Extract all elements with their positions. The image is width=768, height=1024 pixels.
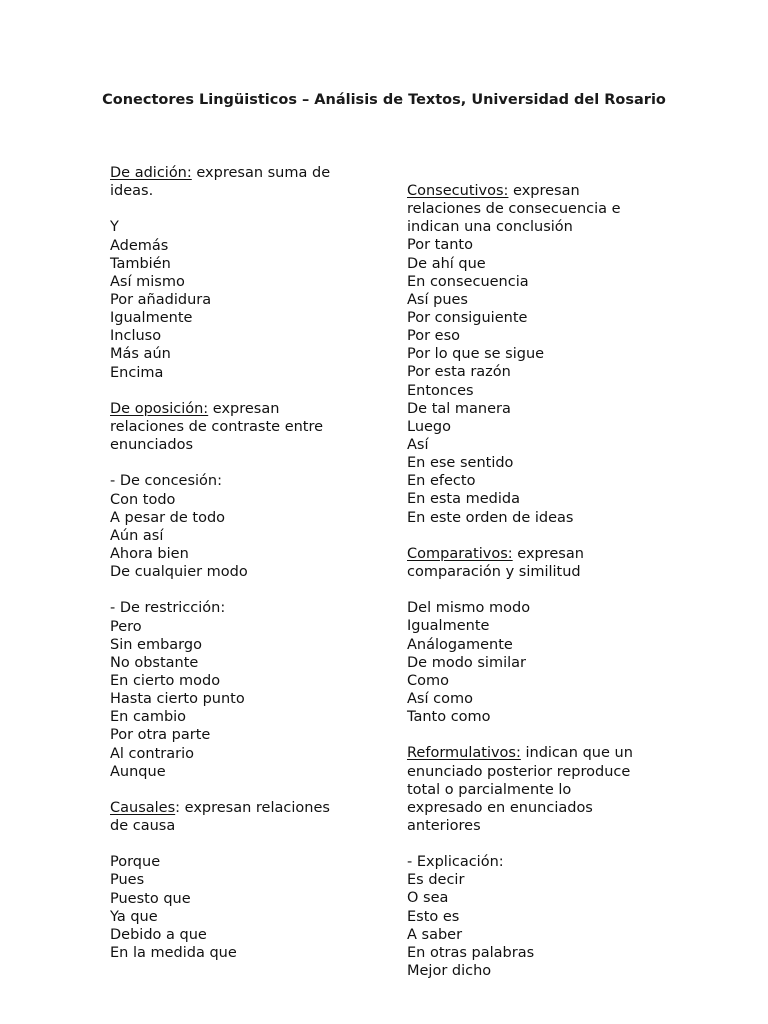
connector-item: Así pues [407, 291, 468, 308]
section-causales-heading [110, 799, 370, 817]
connector-item: Por tanto [407, 237, 473, 254]
connector-item: Por esta razón [407, 364, 511, 381]
section-description: expresan suma de [191, 165, 331, 181]
connector-item: Debido a que [110, 926, 207, 943]
connector-item: En cambio [110, 709, 187, 726]
connector-item: No obstante [110, 654, 199, 671]
section-description-line: anteriores [407, 817, 481, 834]
connector-item: Al contrario [110, 745, 194, 762]
connector-item: Ya que [110, 908, 158, 925]
connector-item: De modo similar [407, 654, 526, 671]
connector-item: Por consiguiente [407, 309, 528, 326]
connector-item: Sin embargo [110, 636, 202, 653]
connector-item: En la medida que [110, 945, 237, 962]
connector-item: De tal manera [407, 400, 511, 417]
section-description-line: total o parcialmente lo [407, 781, 572, 798]
connector-item: Encima [110, 364, 164, 381]
connector-item: En este orden de ideas [407, 509, 574, 526]
connector-item: Esto es [407, 908, 460, 925]
connector-item: Por lo que se sigue [407, 346, 545, 363]
section-description-line: expresado en enunciados [407, 799, 593, 816]
connector-item: Es decir [407, 872, 465, 889]
section-description-line: enunciados [110, 437, 194, 454]
connector-item: Como [407, 672, 449, 689]
section-oposicion-heading [110, 400, 370, 418]
section-description-line: de causa [110, 818, 176, 835]
connector-item: Así mismo [110, 273, 185, 290]
connector-item: De cualquier modo [110, 564, 248, 581]
section-description-line: ideas. [110, 183, 154, 200]
section-description: indican que un [520, 745, 633, 762]
connector-item: En esta medida [407, 491, 520, 508]
connector-item: Además [110, 237, 169, 254]
section-description-line: relaciones de consecuencia e [407, 201, 621, 218]
connector-item: Por añadidura [110, 291, 212, 308]
connector-item: Hasta cierto punto [110, 691, 245, 708]
connector-item: Análogamente [407, 636, 513, 653]
section-adicion-heading [110, 164, 370, 182]
connector-item: A saber [407, 926, 463, 943]
section-heading: Causales [110, 799, 176, 816]
connector-item: En cierto modo [110, 672, 221, 689]
connector-item: En otras palabras [407, 944, 535, 961]
connector-item: Más aún [110, 346, 171, 363]
section-reformulativos-heading [407, 744, 667, 762]
section-description: : expresan relaciones [175, 799, 330, 816]
connector-item: También [110, 255, 171, 272]
section-heading: De adición: [110, 165, 192, 181]
connector-item: Con todo [110, 491, 176, 508]
connector-item: De ahí que [407, 255, 486, 272]
section-description: expresan [512, 545, 584, 562]
left-column [110, 164, 370, 962]
subsection-label: - Explicación: [407, 854, 504, 871]
connector-item: Aún así [110, 527, 164, 544]
section-description: expresan [208, 400, 280, 417]
section-heading: Comparativos: [407, 545, 513, 562]
connector-item: Del mismo modo [407, 600, 531, 617]
section-description-line: relaciones de contraste entre [110, 418, 324, 435]
connector-item: En consecuencia [407, 273, 529, 290]
connector-item: Así como [407, 690, 473, 707]
connector-item: Porque [110, 854, 161, 871]
section-consecutivos-heading [407, 182, 667, 200]
connector-item: En efecto [407, 473, 476, 490]
connector-item: Por otra parte [110, 727, 211, 744]
connector-item: Ahora bien [110, 545, 189, 562]
connector-item: Incluso [110, 328, 162, 345]
connector-item: Igualmente [110, 310, 193, 327]
connector-item: O sea [407, 890, 449, 907]
connector-item: Mejor dicho [407, 963, 492, 980]
connector-item: Puesto que [110, 890, 191, 907]
connector-item: Igualmente [407, 618, 490, 635]
section-heading: De oposición: [110, 400, 209, 417]
connector-item: Así [407, 436, 429, 453]
connector-item: Aunque [110, 763, 166, 780]
connector-item: Por eso [407, 328, 461, 345]
section-heading: Consecutivos: [407, 183, 509, 199]
page-title: Conectores Lingüisticos – Análisis de Textos, Universidad del Rosario [102, 92, 666, 108]
right-column [407, 182, 667, 980]
connector-item: A pesar de todo [110, 509, 226, 526]
connector-item: Pero [110, 618, 142, 635]
connector-item: En ese sentido [407, 455, 514, 472]
section-comparativos-heading [407, 545, 667, 563]
subsection-label: - De restricción: [110, 600, 226, 617]
section-description: expresan [508, 183, 580, 199]
section-description-line: enunciado posterior reproduce [407, 763, 631, 780]
connector-item: Entonces [407, 382, 474, 399]
connector-item: Y [110, 219, 119, 236]
section-description-line: comparación y similitud [407, 563, 581, 580]
connector-item: Luego [407, 418, 452, 435]
connector-item: Tanto como [407, 709, 491, 726]
subsection-label: - De concesión: [110, 473, 222, 490]
section-heading: Reformulativos: [407, 745, 521, 762]
connector-item: Pues [110, 872, 145, 889]
section-description-line: indican una conclusión [407, 219, 573, 236]
